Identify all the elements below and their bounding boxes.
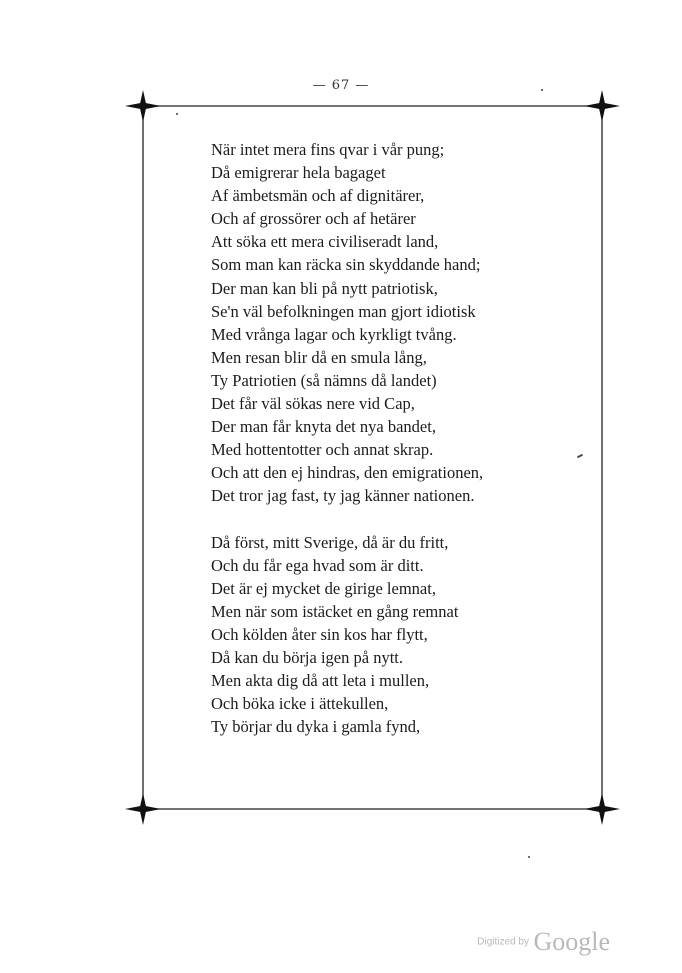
stanza-2 bbox=[211, 531, 551, 739]
corner-ornament-top-right bbox=[584, 90, 620, 122]
corner-ornament-bottom-left bbox=[125, 793, 161, 825]
poem-line: Att söka ett mera civiliseradt land, bbox=[211, 232, 439, 252]
digitized-by-google-watermark bbox=[477, 927, 610, 957]
page-number: — 67 — bbox=[312, 78, 370, 93]
poem-line: Der man kan bli på nytt patriotisk, bbox=[211, 278, 438, 298]
google-logo-text: Google bbox=[533, 927, 610, 956]
poem-line: Men akta dig då att leta i mullen, bbox=[211, 671, 430, 691]
poem-line: Och att den ej hindras, den emigrationen, bbox=[211, 463, 484, 483]
poem-line: Der man får knyta det nya bandet, bbox=[211, 417, 436, 437]
poem-line: Ty Patriotien (så nämns då landet) bbox=[211, 370, 437, 390]
print-speck bbox=[577, 454, 583, 458]
print-speck bbox=[176, 113, 178, 115]
poem-line: Då först, mitt Sverige, då är du fritt, bbox=[211, 532, 449, 552]
poem-line: Af ämbetsmän och af dignitärer, bbox=[211, 186, 425, 206]
poem-line: Ty börjar du dyka i gamla fynd, bbox=[211, 717, 421, 737]
corner-ornament-top-left bbox=[125, 90, 161, 122]
poem-line: Då emigrerar hela bagaget bbox=[211, 163, 386, 183]
poem-line: Då kan du börja igen på nytt. bbox=[211, 647, 403, 667]
poem-line: Som man kan räcka sin skyddande hand; bbox=[211, 255, 481, 275]
print-speck bbox=[541, 89, 543, 91]
poem-line: Det tror jag fast, ty jag känner nationen. bbox=[211, 486, 475, 506]
poem-line: Det är ej mycket de girige lemnat, bbox=[211, 578, 436, 598]
poem-line: När intet mera fins qvar i vår pung; bbox=[211, 140, 445, 159]
poem-line: Det får väl sökas nere vid Cap, bbox=[211, 394, 415, 414]
poem-line: Med hottentotter och annat skrap. bbox=[211, 440, 434, 460]
poem-line: Se'n väl befolkningen man gjort idiotisk bbox=[211, 301, 476, 321]
poem-line: Men resan blir då en smula lång, bbox=[211, 347, 427, 367]
poem-text bbox=[211, 138, 551, 738]
poem-line: Och kölden åter sin kos har flytt, bbox=[211, 624, 428, 644]
poem-line: Och böka icke i ättekullen, bbox=[211, 694, 389, 714]
poem-line: Och du får ega hvad som är ditt. bbox=[211, 555, 424, 575]
stanza-1 bbox=[211, 138, 551, 508]
poem-line: Med vrånga lagar och kyrkligt tvång. bbox=[211, 324, 457, 344]
poem-line: Men när som istäcket en gång remnat bbox=[211, 601, 459, 621]
print-speck bbox=[528, 856, 530, 858]
poem-line: Och af grossörer och af hetärer bbox=[211, 209, 416, 229]
corner-ornament-bottom-right bbox=[584, 793, 620, 825]
watermark-prefix: Digitized by bbox=[477, 936, 529, 948]
